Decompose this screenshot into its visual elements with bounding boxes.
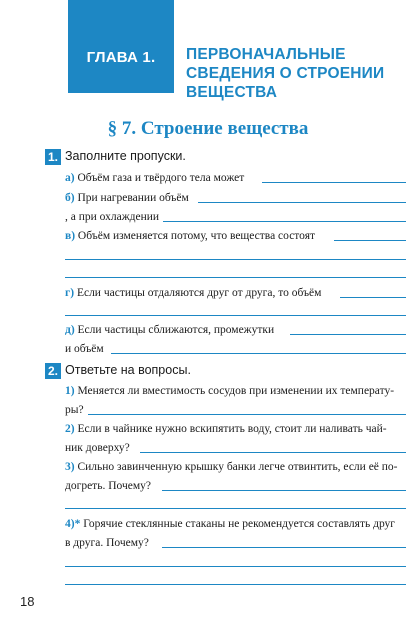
answer-line[interactable]	[334, 240, 406, 241]
answer-line[interactable]	[162, 490, 406, 491]
answer-line[interactable]	[111, 353, 406, 354]
question-label: г)	[65, 287, 75, 299]
answer-line[interactable]	[65, 259, 406, 260]
question-d	[65, 323, 274, 337]
question-d-continued: и объём	[65, 343, 104, 355]
chapter-box	[68, 0, 174, 93]
question-2	[65, 422, 387, 436]
answer-line[interactable]	[65, 277, 406, 278]
chapter-title-line: СВЕДЕНИЯ О СТРОЕНИИ	[186, 65, 385, 82]
answer-line[interactable]	[163, 221, 406, 222]
question-label: 1)	[65, 385, 75, 397]
answer-line[interactable]	[340, 297, 406, 298]
chapter-label: ГЛАВА 1.	[86, 49, 156, 66]
question-1-continued: ры?	[65, 404, 84, 416]
answer-line[interactable]	[162, 547, 406, 548]
answer-line[interactable]	[65, 566, 406, 567]
question-v	[65, 229, 315, 243]
question-text: При нагревании объём	[77, 192, 189, 204]
question-label: а)	[65, 172, 75, 184]
answer-line[interactable]	[65, 315, 406, 316]
answer-line[interactable]	[88, 414, 406, 415]
answer-line[interactable]	[65, 584, 406, 585]
question-text: Объём газа и твёрдого тела может	[77, 172, 245, 184]
question-label: 4)*	[65, 518, 81, 530]
question-label: д)	[65, 324, 75, 336]
question-label: 3)	[65, 461, 75, 473]
question-text: Если частицы сближаются, промежутки	[77, 324, 275, 336]
question-b	[65, 191, 189, 205]
question-3-continued: догреть. Почему?	[65, 480, 151, 492]
answer-line[interactable]	[198, 202, 406, 203]
question-text: Если частицы отдаляются друг от друга, то объём	[76, 287, 322, 299]
question-1	[65, 384, 394, 398]
page-number: 18	[20, 594, 35, 609]
task-number: 1.	[45, 149, 61, 165]
question-text: Горячие стеклянные стаканы не рекомендуется составлять друг	[83, 518, 396, 530]
answer-line[interactable]	[290, 334, 406, 335]
chapter-title	[186, 45, 412, 102]
question-text: Если в чайнике нужно вскипятить воду, стоит ли наливать чай-	[77, 423, 387, 435]
question-g	[65, 286, 321, 300]
question-text: Сильно завинченную крышку банки легче отвинтить, если её по-	[77, 461, 398, 473]
question-3	[65, 460, 398, 474]
task-title: Заполните пропуски.	[65, 149, 186, 163]
question-label: 2)	[65, 423, 75, 435]
answer-line[interactable]	[65, 508, 406, 509]
question-2-continued: ник доверху?	[65, 442, 130, 454]
question-label: б)	[65, 192, 75, 204]
question-text: Меняется ли вместимость сосудов при изменении их температу-	[77, 385, 395, 397]
chapter-title-line: ПЕРВОНАЧАЛЬНЫЕ	[186, 46, 346, 63]
chapter-title-line: ВЕЩЕСТВА	[186, 84, 278, 101]
question-b-continued: , а при охлаждении	[65, 211, 160, 223]
question-4-continued: в друга. Почему?	[65, 537, 149, 549]
question-label: в)	[65, 230, 76, 242]
question-a	[65, 171, 244, 185]
question-4	[65, 517, 395, 531]
task-number: 2.	[45, 363, 61, 379]
answer-line[interactable]	[140, 452, 406, 453]
question-text: Объём изменяется потому, что вещества состоят	[77, 230, 316, 242]
task-title: Ответьте на вопросы.	[65, 363, 191, 377]
section-title: § 7. Строение вещества	[107, 118, 309, 139]
answer-line[interactable]	[262, 182, 406, 183]
